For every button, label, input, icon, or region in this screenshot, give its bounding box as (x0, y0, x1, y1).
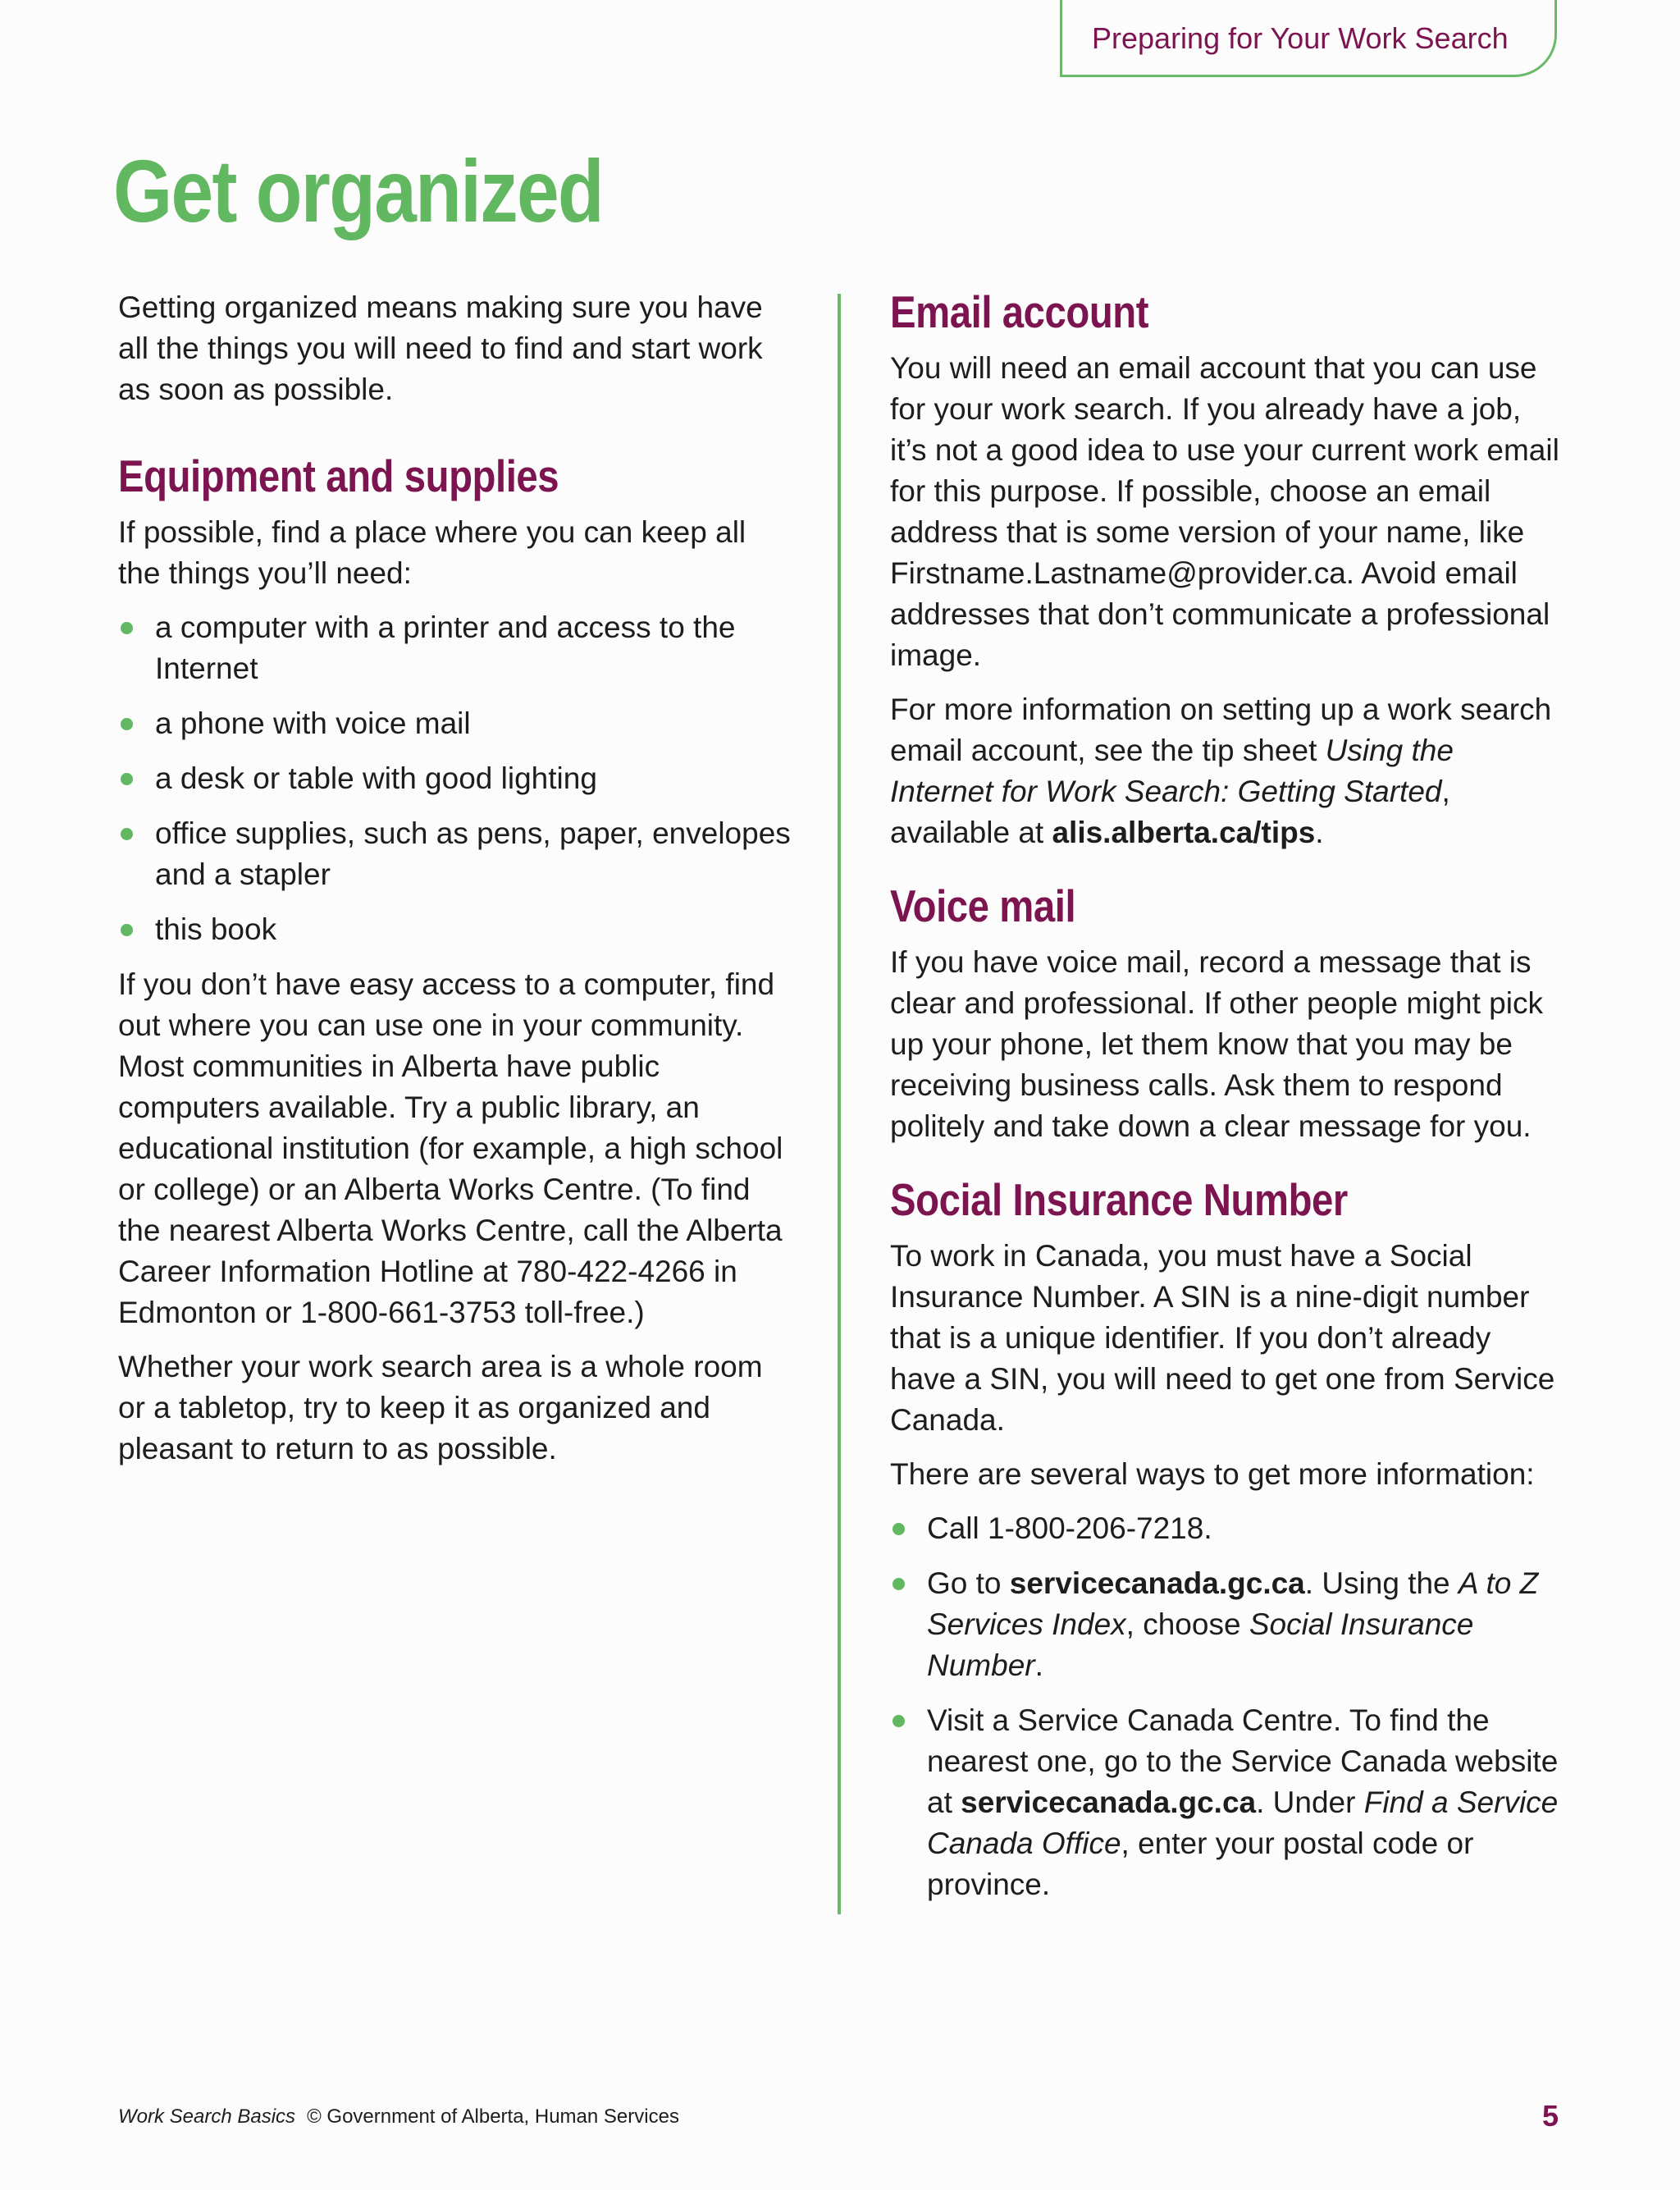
left-column (118, 287, 791, 1483)
section-tab-label: Preparing for Your Work Search (1092, 21, 1509, 55)
email-paragraph: You will need an email account that you can use for your work search. If you already have a job, it’s not a good idea to use your current work email for this purpose. If possible, choose an email address that is some version of your name, like Firstname.Lastname@provider.ca. Avoid email addresses that don’t communicate a professional image. (890, 351, 1559, 672)
voice-mail-heading: Voice mail (890, 880, 1076, 931)
footer-book-title: Work Search Basics (118, 2105, 296, 2128)
bullet-dot (892, 1523, 905, 1535)
email-more-paragraph: For more information on setting up a work search email account, see the tip sheet Using the Internet for Work Search: Getting Started, available at alis.alberta.ca/tips. (890, 693, 1552, 849)
list-item: Visit a Service Canada Centre. To find the nearest one, go to the Service Canada website at servicecanada.gc.ca. Under Find a Service Canada Office, enter your postal code or province. (890, 1700, 1563, 1905)
email-heading: Email account (890, 286, 1149, 337)
computer-paragraph: If you don’t have easy access to a computer, find out where you can use one in your community. Most communities in Alberta have public computers available. Try a public library, an educational institution (for example, a high school or college) or an Alberta Works Centre. (To find the nearest Alberta Works Centre, call the Alberta Career Information Hotline at 780-422-4266 in Edmonton or 1-800-661-3753 toll-free.) (118, 967, 783, 1329)
sin-list (890, 1508, 1563, 1905)
list-item: office supplies, such as pens, paper, envelopes and a stapler (118, 813, 791, 895)
list-item: a computer with a printer and access to the Internet (118, 607, 791, 689)
page-title: Get organized (113, 141, 603, 240)
column-divider (838, 294, 841, 1914)
organized-paragraph: Whether your work search area is a whole room or a tabletop, try to keep it as organized and pleasant to return to as possible. (118, 1350, 763, 1465)
bullet-dot (892, 1578, 905, 1590)
servicecanada-link[interactable]: servicecanada.gc.ca (1009, 1566, 1305, 1600)
list-item: Call 1-800-206-7218. (890, 1508, 1563, 1549)
section-tab (1060, 0, 1557, 77)
page-number: 5 (1542, 2099, 1559, 2133)
equipment-intro: If possible, find a place where you can keep all the things you’ll need: (118, 515, 746, 590)
list-item: a phone with voice mail (118, 703, 791, 744)
equipment-list (118, 607, 791, 950)
bullet-dot (121, 718, 133, 730)
sin-paragraph: To work in Canada, you must have a Social Insurance Number. A SIN is a nine-digit number that is a unique identifier. If you don’t already have a SIN, you will need to get one from Service Canada. (890, 1239, 1555, 1437)
footer-copyright: © Government of Alberta, Human Services (307, 2105, 679, 2128)
list-item: this book (118, 909, 791, 950)
intro-paragraph: Getting organized means making sure you have all the things you will need to find and start work as soon as possible. (118, 290, 763, 406)
right-column (890, 287, 1563, 1919)
list-item: Go to servicecanada.gc.ca. Using the A to Z Services Index, choose Social Insurance Number. (890, 1563, 1563, 1686)
bullet-dot (121, 622, 133, 634)
sin-heading: Social Insurance Number (890, 1174, 1348, 1225)
equipment-heading: Equipment and supplies (118, 450, 559, 501)
voice-mail-paragraph: If you have voice mail, record a message that is clear and professional. If other people might pick up your phone, let them know that you may be receiving business calls. Ask them to respond politely and take down a clear message for you. (890, 945, 1543, 1143)
servicecanada-link[interactable]: servicecanada.gc.ca (961, 1785, 1257, 1819)
bullet-dot (121, 924, 133, 936)
bullet-dot (892, 1715, 905, 1727)
bullet-dot (121, 828, 133, 840)
bullet-dot (121, 773, 133, 785)
tips-link[interactable]: alis.alberta.ca/tips (1052, 816, 1316, 849)
page-footer (118, 2105, 679, 2128)
sin-ways-paragraph: There are several ways to get more information: (890, 1457, 1535, 1491)
list-item: a desk or table with good lighting (118, 758, 791, 799)
